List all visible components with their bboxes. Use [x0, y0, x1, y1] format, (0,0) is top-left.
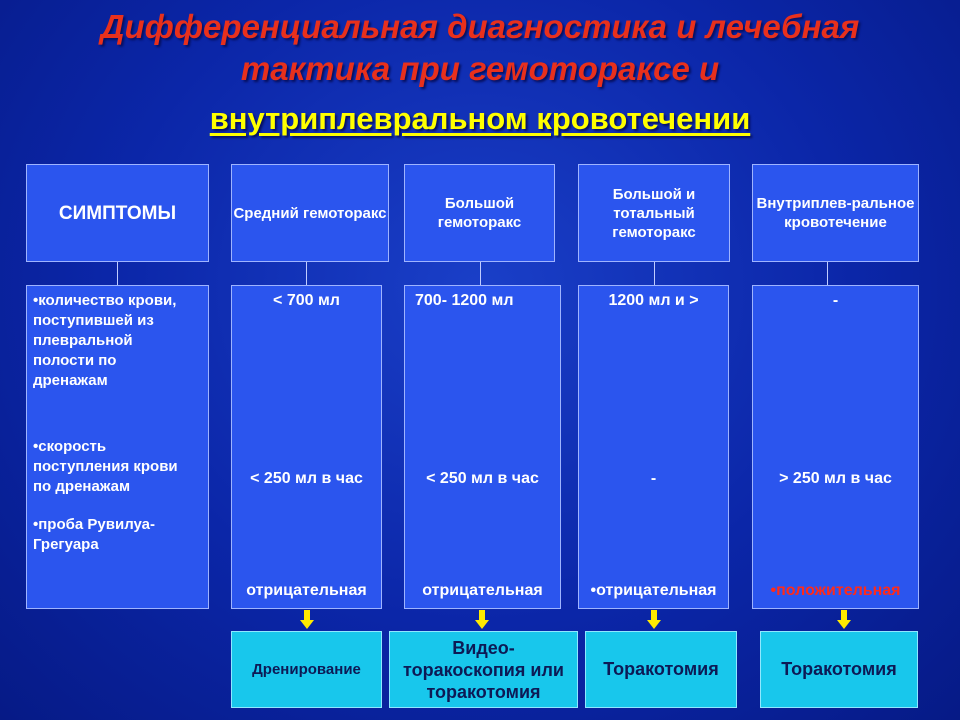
test-value-positive: •положительная [770, 582, 901, 599]
connector-line [306, 262, 307, 285]
down-arrow-icon [300, 610, 314, 630]
tactic-thoracotomy: Торакотомия [585, 631, 737, 708]
header-large-hemothorax: Большой гемоторакс [404, 164, 555, 262]
slide-title [0, 6, 960, 90]
volume-value: 700- 1200 мл [415, 292, 514, 309]
connector-line [654, 262, 655, 285]
body-medium-hemothorax [231, 285, 382, 609]
test-value: •отрицательная [590, 582, 717, 599]
rate-value: < 250 мл в час [426, 470, 539, 487]
symptom-blood-rate: •скорость поступления крови по дренажам [33, 438, 178, 495]
rate-value: < 250 мл в час [250, 470, 363, 487]
symptoms-header: СИМПТОМЫ [26, 164, 209, 262]
title-line-1: Дифференциальная диагностика и лечебная [100, 8, 860, 45]
header-intrapleural-bleeding: Внутриплев-ральное кровотечение [752, 164, 919, 262]
title-line-3-wrap [0, 100, 960, 138]
tactic-thoracotomy-bleeding: Торакотомия [760, 631, 918, 708]
body-intrapleural-bleeding [752, 285, 919, 609]
down-arrow-icon [475, 610, 489, 630]
down-arrow-icon [647, 610, 661, 630]
volume-value: 1200 мл и > [608, 292, 699, 309]
connector-line [117, 262, 118, 285]
tactic-video-thoracoscopy: Видео-торакоскопия или торакотомия [389, 631, 578, 708]
title-line-2: тактика при гемотораксе и [240, 50, 720, 87]
down-arrow-icon [837, 610, 851, 630]
volume-value: < 700 мл [273, 292, 340, 309]
symptom-blood-volume: •количество крови, поступившей из плевральной полости по дренажам [33, 292, 177, 389]
test-value: отрицательная [246, 582, 367, 599]
header-total-hemothorax: Большой и тотальный гемоторакс [578, 164, 730, 262]
connector-line [480, 262, 481, 285]
volume-value: - [832, 292, 839, 309]
symptom-ruvilua-test: •проба Рувилуа-Грегуара [33, 516, 156, 553]
title-line-3: внутриплевральном кровотечении [209, 101, 751, 136]
tactic-drainage: Дренирование [231, 631, 382, 708]
test-value: отрицательная [422, 582, 543, 599]
symptoms-list [26, 285, 209, 609]
body-total-hemothorax [578, 285, 729, 609]
body-large-hemothorax [404, 285, 561, 609]
header-medium-hemothorax: Средний гемоторакс [231, 164, 389, 262]
connector-line [827, 262, 828, 285]
rate-value: - [650, 470, 657, 487]
rate-value: > 250 мл в час [779, 470, 892, 487]
